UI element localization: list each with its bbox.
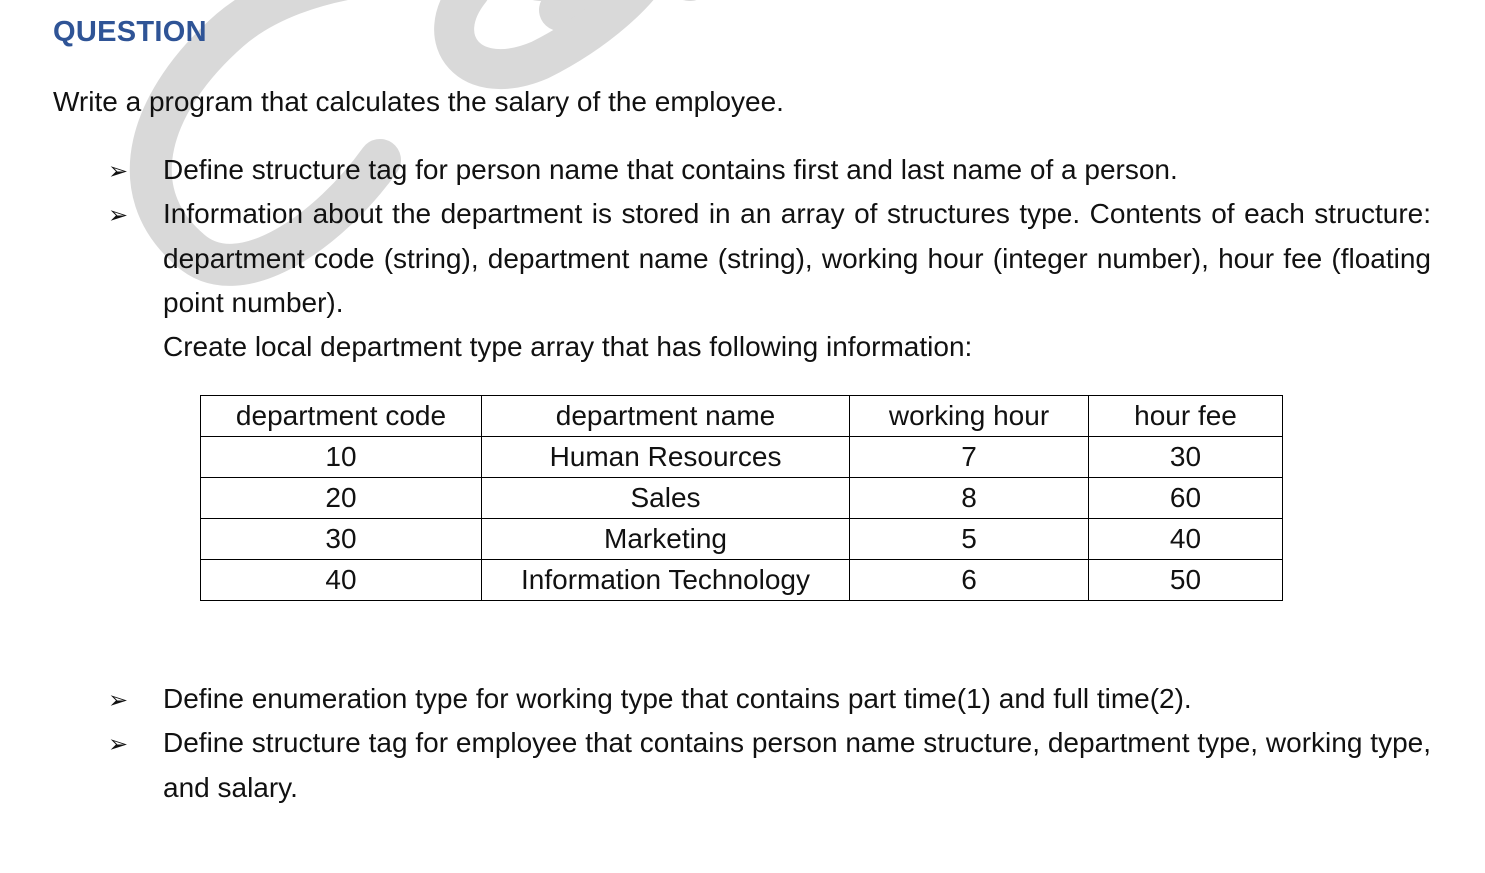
- table-cell: 30: [1089, 437, 1283, 478]
- table-cell: 8: [850, 478, 1089, 519]
- arrowhead-bullet-icon: ➢: [108, 201, 129, 229]
- table-cell: 40: [1089, 519, 1283, 560]
- table-row: [201, 478, 1283, 519]
- bullet-enumeration: Define enumeration type for working type that contains part time(1) and full time(2).: [163, 683, 1192, 714]
- department-table: [200, 395, 1283, 601]
- intro-text: Write a program that calculates the salary of the employee.: [53, 86, 784, 117]
- question-heading: QUESTION: [53, 16, 207, 48]
- table-cell: 50: [1089, 560, 1283, 601]
- column-header: department code: [201, 396, 482, 437]
- table-cell: 10: [201, 437, 482, 478]
- table-cell: 20: [201, 478, 482, 519]
- table-cell: 60: [1089, 478, 1283, 519]
- create-array-line: Create local department type array that has following information:: [163, 331, 973, 362]
- table-cell: Human Resources: [482, 437, 850, 478]
- arrowhead-bullet-icon: ➢: [108, 157, 129, 185]
- bullet-employee-structure: Define structure tag for employee that contains person name structure, department type, working type, and salary.: [163, 727, 1431, 803]
- table-cell: 7: [850, 437, 1089, 478]
- table-cell: Marketing: [482, 519, 850, 560]
- column-header: department name: [482, 396, 850, 437]
- bullet-person-name: Define structure tag for person name that contains first and last name of a person.: [163, 154, 1178, 185]
- column-header: hour fee: [1089, 396, 1283, 437]
- column-header: working hour: [850, 396, 1089, 437]
- table-cell: 5: [850, 519, 1089, 560]
- table-row: [201, 437, 1283, 478]
- table-cell: Information Technology: [482, 560, 850, 601]
- table-header-row: [201, 396, 1283, 437]
- arrowhead-bullet-icon: ➢: [108, 686, 129, 714]
- table-cell: 40: [201, 560, 482, 601]
- table-cell: 30: [201, 519, 482, 560]
- bullet-department-info: Information about the department is stored in an array of structures type. Contents of each structure: department code (string), department name (string), working hour (integer number), hour fee (floating point number).: [163, 198, 1431, 318]
- arrowhead-bullet-icon: ➢: [108, 730, 129, 758]
- table-row: [201, 560, 1283, 601]
- table-cell: 6: [850, 560, 1089, 601]
- table-row: [201, 519, 1283, 560]
- table-cell: Sales: [482, 478, 850, 519]
